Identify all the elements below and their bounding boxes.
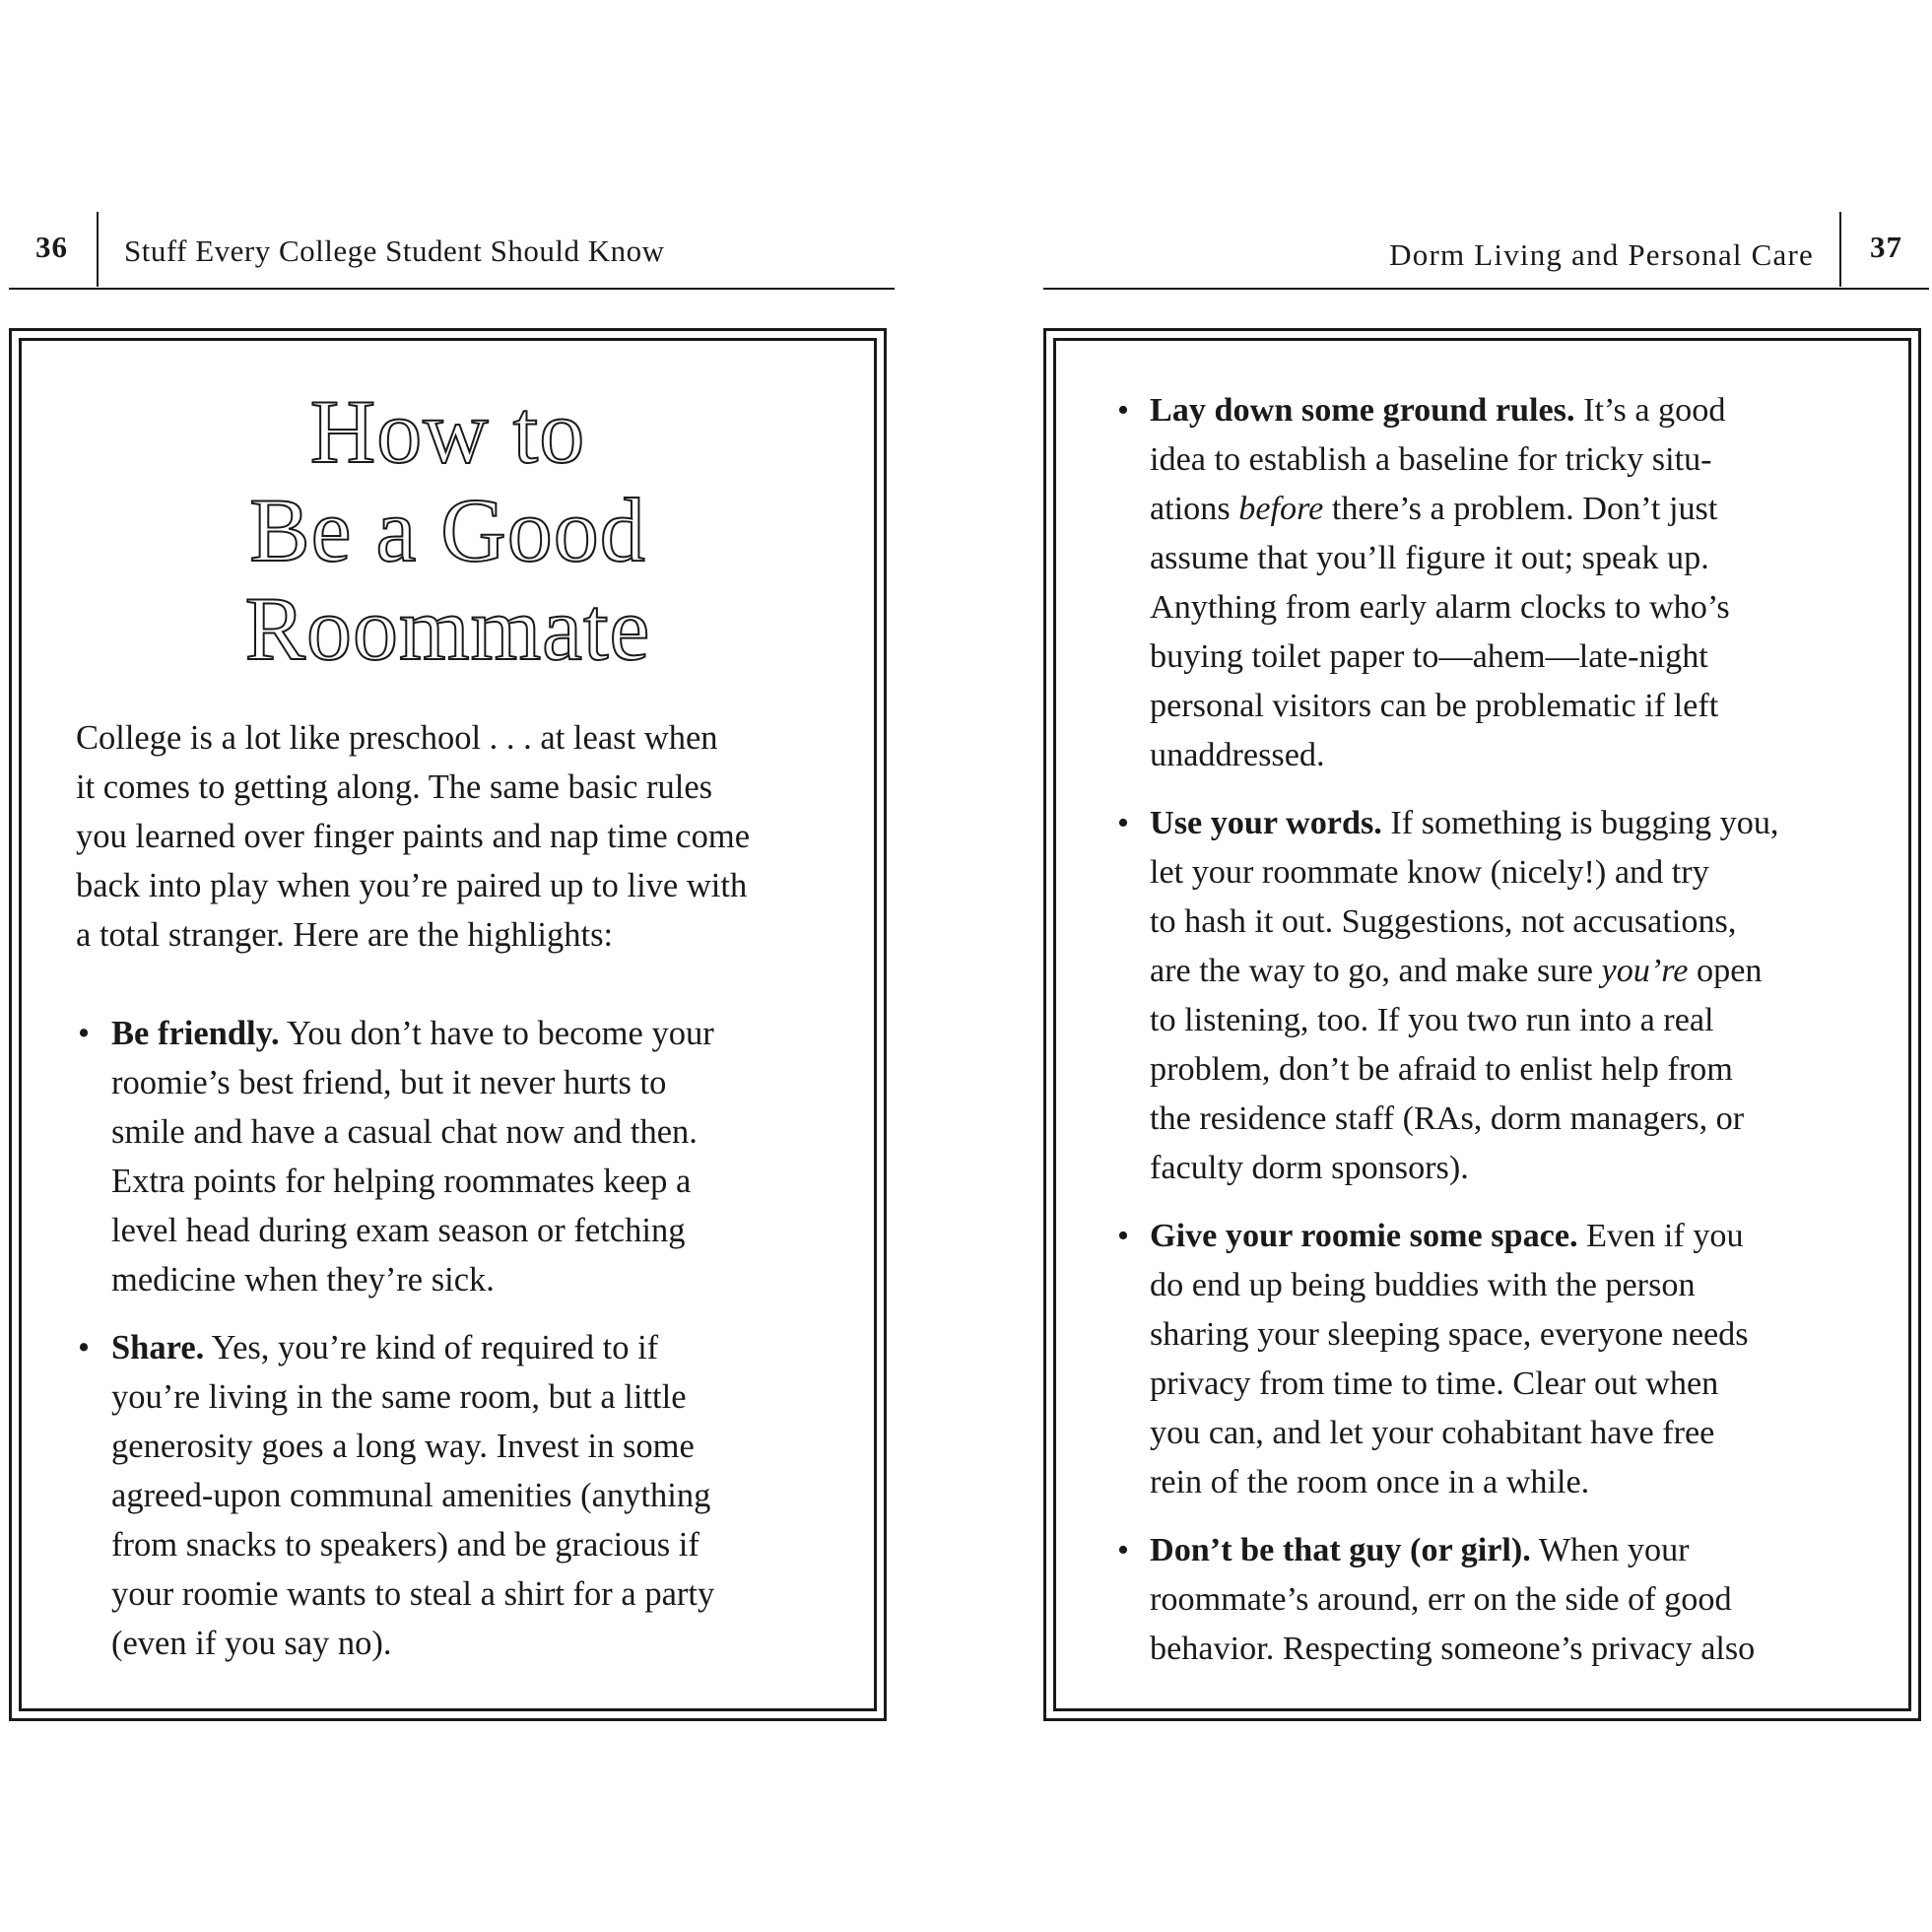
text-line: roomie’s best friend, but it never hurts to [111,1064,667,1101]
emphasis: you’re [1601,953,1689,989]
tip-lead: Share. [111,1329,205,1366]
text-line: generosity goes a long way. Invest in some [111,1428,695,1465]
text-line: smile and have a casual chat now and then. [111,1113,698,1151]
text-line: problem, don’t be afraid to enlist help from [1150,1051,1733,1088]
text-line: If something is bugging you, [1381,805,1779,841]
text-line: When your [1530,1532,1690,1568]
text-line: to hash it out. Suggestions, not accusations, [1150,903,1737,940]
text-line: from snacks to speakers) and be gracious if [111,1526,700,1564]
text-line: Even if you [1577,1218,1744,1254]
text-line: faculty dorm sponsors). [1150,1150,1469,1186]
text-line: sharing your sleeping space, everyone needs [1150,1316,1749,1353]
text-line: it comes to getting along. The same basic rules [76,768,713,806]
text-line: to listening, too. If you two run into a real [1150,1002,1714,1038]
text-line: ations [1150,491,1239,527]
list-item [1115,799,1903,1193]
heading-line: Be a Good [249,480,646,580]
heading-line: How to [309,381,586,482]
text-line: back into play when you’re paired up to live with [76,867,748,904]
running-head-right [1043,212,1929,290]
text-line: a total stranger. Here are the highlights: [76,916,614,954]
text-line: do end up being buddies with the person [1150,1267,1696,1303]
text-line: the residence staff (RAs, dorm managers, or [1150,1100,1745,1137]
list-item [76,1009,854,1304]
text-line: unaddressed. [1150,737,1325,773]
text-line: you can, and let your cohabitant have free [1150,1415,1715,1451]
text-line: Extra points for helping roommates keep a [111,1163,692,1200]
text-line: rein of the room once in a while. [1150,1464,1590,1500]
text-line: let your roommate know (nicely!) and try [1150,854,1709,891]
text-line: behavior. Respecting someone’s privacy also [1150,1631,1756,1667]
text-line: your roomie wants to steal a shirt for a party [111,1575,715,1613]
running-title: Dorm Living and Personal Care [1389,237,1814,272]
text-line: level head during exam season or fetching [111,1212,686,1249]
text-line: It’s a good [1574,392,1726,429]
tips-list [1115,386,1903,1693]
list-item [76,1323,854,1668]
content-frame-right [1043,328,1921,1721]
list-item [1115,1212,1903,1507]
text-line: you’re living in the same room, but a little [111,1378,687,1416]
intro-paragraph [76,713,854,960]
tip-lead: Lay down some ground rules. [1150,392,1575,429]
list-item [1115,1526,1903,1674]
text-line: assume that you’ll figure it out; speak up. [1150,540,1709,576]
text-line: open [1688,953,1763,989]
tips-list [76,1009,854,1687]
tip-lead: Give your roomie some space. [1150,1218,1578,1254]
tip-lead: Don’t be that guy (or girl). [1150,1532,1531,1568]
text-line: idea to establish a baseline for tricky situ- [1150,441,1712,478]
running-head-left [9,212,895,290]
text-line: (even if you say no). [111,1625,392,1662]
text-line: You don’t have to become your [279,1015,714,1052]
text-line: agreed-upon communal amenities (anything [111,1477,711,1514]
text-line: you learned over finger paints and nap time come [76,818,751,855]
page-number: 36 [35,230,68,264]
right-page [1034,0,1932,1932]
content-frame-left [9,328,887,1721]
text-line: Yes, you’re kind of required to if [204,1329,659,1366]
text-line: privacy from time to time. Clear out when [1150,1366,1719,1402]
chapter-heading [12,382,884,678]
text-line: there’s a problem. Don’t just [1323,491,1718,527]
heading-line: Roommate [244,578,651,679]
header-divider [1839,212,1841,287]
list-item [1115,386,1903,780]
text-line: roommate’s around, err on the side of good [1150,1581,1732,1618]
running-title: Stuff Every College Student Should Know [124,233,665,268]
emphasis: before [1238,491,1324,527]
text-line: medicine when they’re sick. [111,1261,495,1299]
page-number: 37 [1870,230,1902,264]
text-line: College is a lot like preschool . . . at least when [76,719,718,757]
text-line: personal visitors can be problematic if left [1150,688,1719,724]
header-divider [97,212,99,287]
text-line: buying toilet paper to—ahem—late-night [1150,638,1708,675]
tip-lead: Be friendly. [111,1015,280,1052]
left-page [0,0,897,1932]
text-line: Anything from early alarm clocks to who’s [1150,589,1730,626]
tip-lead: Use your words. [1150,805,1382,841]
text-line: are the way to go, and make sure [1150,953,1602,989]
